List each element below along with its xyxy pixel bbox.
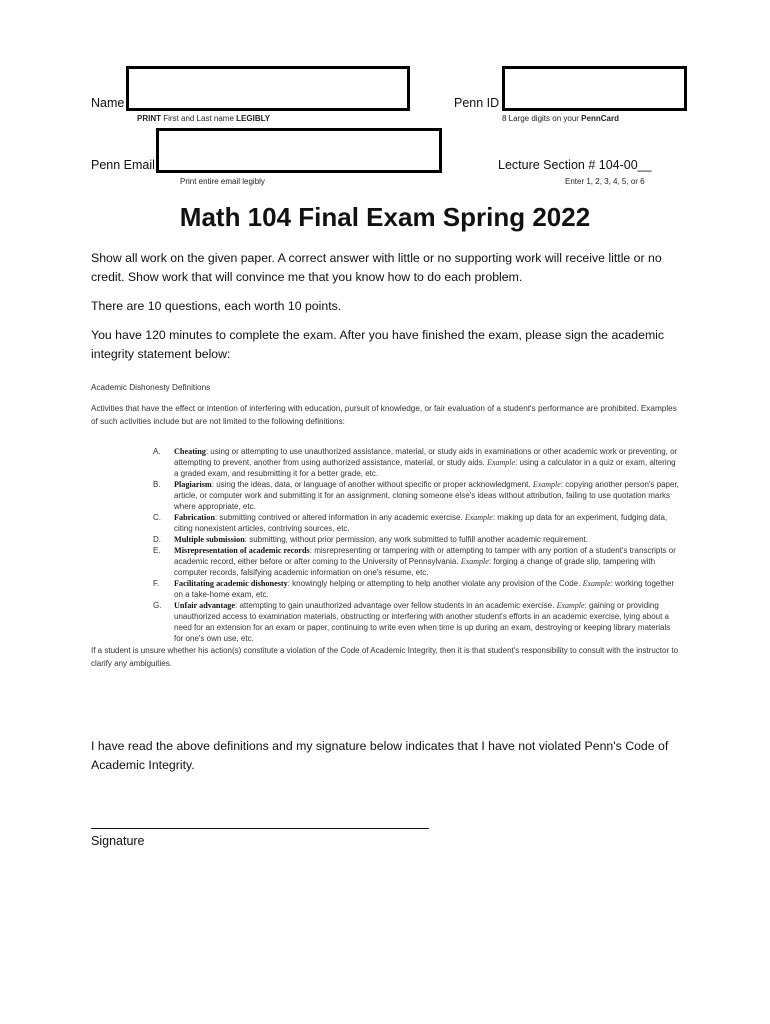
pennid-field[interactable]	[502, 66, 687, 111]
email-hint: Print entire email legibly	[180, 177, 265, 186]
definition-item: A. Cheating: using or attempting to use unauthorized assistance, material, or study aids in examinations or other academic work or preventing, or attempting to prevent, another from using authorized assistance, material, or study aids. Example: using a calculator in a quiz or exam, altering a graded exam, and resubmitting it for a better grade, etc.	[153, 447, 678, 478]
dishonesty-heading: Academic Dishonesty Definitions	[91, 383, 211, 392]
name-label: Name	[91, 96, 125, 110]
instruction-time: You have 120 minutes to complete the exam. After you have finished the exam, please sign the academic integrity statement below:	[91, 328, 665, 361]
definition-item: D. Multiple submission: submitting, without prior permission, any work submitted to fulfill another academic requirement.	[153, 535, 589, 544]
definition-item: F. Facilitating academic dishonesty: knowingly helping or attempting to help another violate any provision of the Code. Example: working together on a take-home exam, etc.	[153, 579, 675, 599]
name-hint: PRINT First and Last name LEGIBLY	[137, 114, 271, 123]
dishonesty-intro: Activities that have the effect or intention of interfering with education, pursuit of knowledge, or fair evaluation of a student's performance are prohibited. Examples of such activities include but are not limited to the following definitions:	[91, 404, 677, 426]
section-hint: Enter 1, 2, 3, 4, 5, or 6	[565, 177, 645, 186]
definitions-list	[91, 446, 681, 670]
pennid-label: Penn ID	[454, 96, 500, 110]
definition-item: E. Misrepresentation of academic records: misrepresenting or tampering with or attempting to tamper with any portion of a student's transcripts or academic record, either before or after coming to the University of Pennsylvania. Example: forging a change of grade slip, tampering with computer records, falsifying academic information on one's resume, etc.	[153, 546, 676, 577]
dishonesty-closing: If a student is unsure whether his action(s) constitute a violation of the Code of Academic Integrity, then it is that student's responsibility to consult with the instructor to clarify any ambiguities.	[91, 646, 679, 668]
signature-label: Signature	[91, 834, 145, 848]
definition-item: C. Fabrication: submitting contrived or altered information in any academic exercise. Example: making up data for an experiment, fudging data, citing nonexistent articles, contriving sources, etc.	[153, 513, 668, 533]
name-field[interactable]	[126, 66, 410, 111]
definition-item: G. Unfair advantage: attempting to gain unauthorized advantage over fellow students in an academic exercise. Example: gaining or providing unauthorized access to examination materials, obstructing or interfering with another student's efforts in an academic exercise, lying about a need for an extension for an exam or paper, continuing to write even when time is up during an exam, destroying or keeping library materials for one's own use, etc.	[153, 601, 671, 643]
email-label: Penn Email	[91, 158, 155, 172]
email-field[interactable]	[156, 128, 442, 173]
instruction-questions: There are 10 questions, each worth 10 points.	[91, 299, 342, 313]
integrity-statement: I have read the above definitions and my signature below indicates that I have not violated Penn's Code of Academic Integrity.	[91, 739, 669, 772]
instruction-work: Show all work on the given paper. A correct answer with little or no supporting work will receive little or no credit. Show work that will convince me that you know how to do each problem.	[91, 251, 662, 284]
section-label: Lecture Section # 104-00__	[498, 158, 652, 172]
pennid-hint: 8 Large digits on your PennCard	[502, 114, 619, 123]
signature-line[interactable]	[91, 816, 429, 829]
definition-item: B. Plagiarism: using the ideas, data, or language of another without specific or proper acknowledgment. Example: copying another person's paper, article, or computer work and submitting it for an assignment, cloning someone else's ideas without attribution, failing to use quotation marks where appropriate, etc.	[153, 480, 679, 511]
page-title: Math 104 Final Exam Spring 2022	[179, 202, 591, 232]
